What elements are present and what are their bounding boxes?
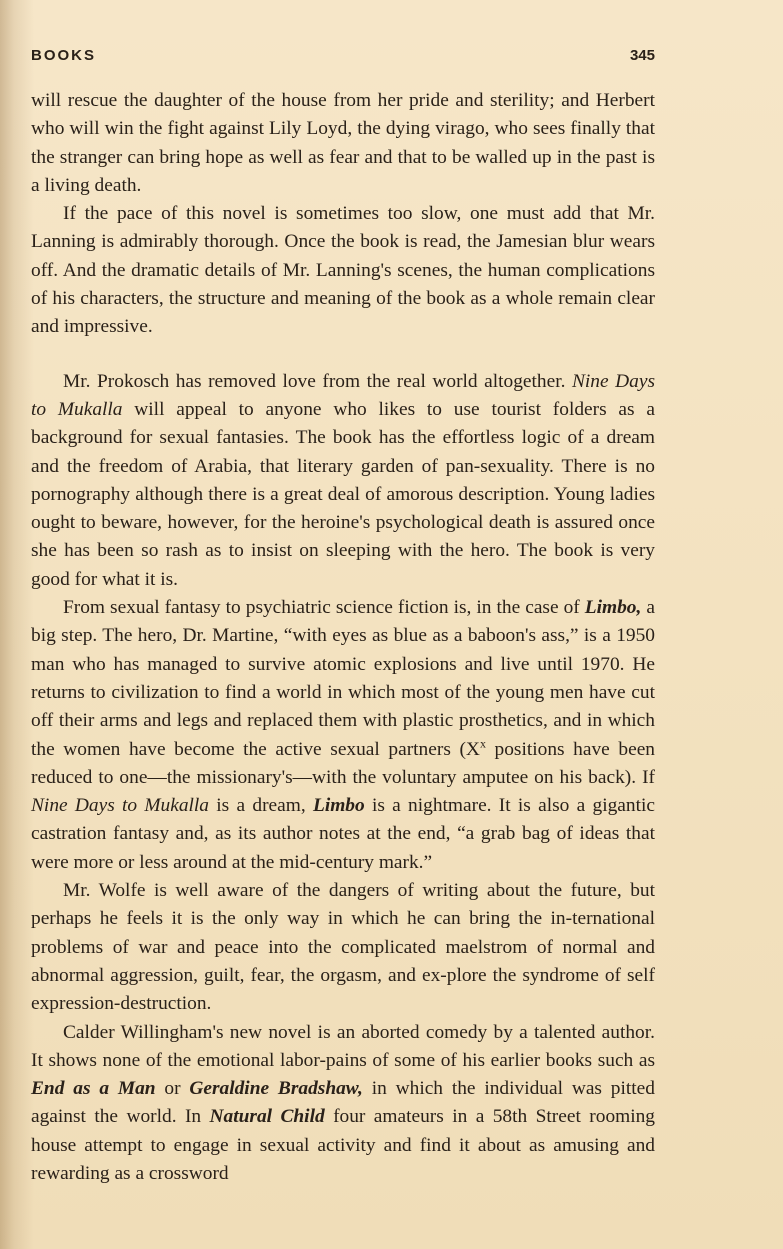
paragraph-3-text-b: will appeal to anyone who likes to use tourist folders as a background for sexual fantasies. The book has the effortless logic of a dream and the freedom of Arabia, that literary garden of pan-sexuality. There is no pornography although there is a great deal of amorous description. Young ladies ought to beware, however, for the heroine's psychological death is assured once she has been so rash as to insist on sleeping with the hero. The book is very good for what it is. bbox=[31, 398, 655, 590]
running-head bbox=[31, 47, 655, 71]
paragraph-4-text-e: is a nightmare. It is also a gigantic castration fantasy and, as its author notes at the end, “a grab bag of ideas that were more or less around at the mid-century mark.” bbox=[31, 795, 655, 873]
paragraph-6-text-c: in which the individual was pitted against the world. In bbox=[31, 1078, 655, 1128]
paragraph-6-text-a: Calder Willingham's new novel is an aborted comedy by a talented author. It shows none of the emotional labor-pains of some of his earlier books such as bbox=[31, 1021, 655, 1071]
paragraph-6-text-d: four amateurs in a 58th Street rooming house attempt to engage in sexual activity and find it about as amusing and rewarding as a crossword bbox=[31, 1106, 655, 1184]
book-title-end-as-a-man: End as a Man bbox=[31, 1078, 156, 1100]
book-title-geraldine-bradshaw: Geraldine Bradshaw, bbox=[189, 1078, 363, 1100]
paragraph-4-text-a: From sexual fantasy to psychiatric science fiction is, in the case of bbox=[63, 597, 585, 619]
book-title-natural-child: Natural Child bbox=[209, 1106, 325, 1128]
paragraph-1: will rescue the daughter of the house from her pride and sterility; and Herbert who will win the fight against Lily Loyd, the dying virago, who sees finally that the stranger can bring hope as well as fear and that to be walled up in the past is a living death. bbox=[31, 90, 655, 196]
body-text bbox=[31, 87, 655, 1188]
book-title-limbo: Limbo, bbox=[584, 597, 642, 619]
paragraph-6-text-b: or bbox=[155, 1078, 190, 1100]
paragraph-4-text-b: a big step. The hero, Dr. Martine, “with eyes as blue as a baboon's ass,” is a 1950 man who has managed to survive atomic explosions and live until 1970. He returns to civilization to find a world in which most of the young men have cut off their arms and legs and replaced them with plastic prosthetics, and in which the women have become the active sexual partners (X bbox=[31, 597, 655, 760]
paragraph-5: Mr. Wolfe is well aware of the dangers of writing about the future, but perhaps he feels it is the only way in which he can bring the in-ternational problems of war and peace into the complicated maelstrom of normal and abnormal aggression, guilt, fear, the orgasm, and ex-plore the syndrome of self expression-destruction. bbox=[31, 880, 655, 1015]
paragraph-2: If the pace of this novel is sometimes too slow, one must add that Mr. Lanning is admirably thorough. Once the book is read, the Jamesian blur wears off. And the dramatic details of Mr. Lanning's scenes, the human complications of his characters, the structure and meaning of the book as a whole remain clear and impressive. bbox=[31, 203, 655, 338]
section-title: BOOKS bbox=[31, 47, 97, 64]
book-title-nine-days-to-mukalla: Nine Days to Mukalla bbox=[31, 370, 655, 420]
book-title-limbo-2: Limbo bbox=[312, 795, 365, 817]
paragraph-4 bbox=[31, 594, 655, 877]
book-title-nine-days-to-mukalla-2: Nine Days to Mukalla bbox=[31, 795, 210, 817]
superscript-x: x bbox=[479, 736, 486, 751]
paragraph-6 bbox=[31, 1019, 655, 1189]
paragraph-4-text-c: positions have been reduced to one—the missionary's—with the voluntary amputee on his back). If bbox=[31, 738, 655, 788]
paragraph-3 bbox=[31, 368, 655, 594]
paragraph-4-text-d: is a dream, bbox=[209, 795, 313, 817]
paragraph-3-text-a: Mr. Prokosch has removed love from the real world altogether. bbox=[63, 370, 572, 392]
page-number: 345 bbox=[629, 47, 655, 64]
